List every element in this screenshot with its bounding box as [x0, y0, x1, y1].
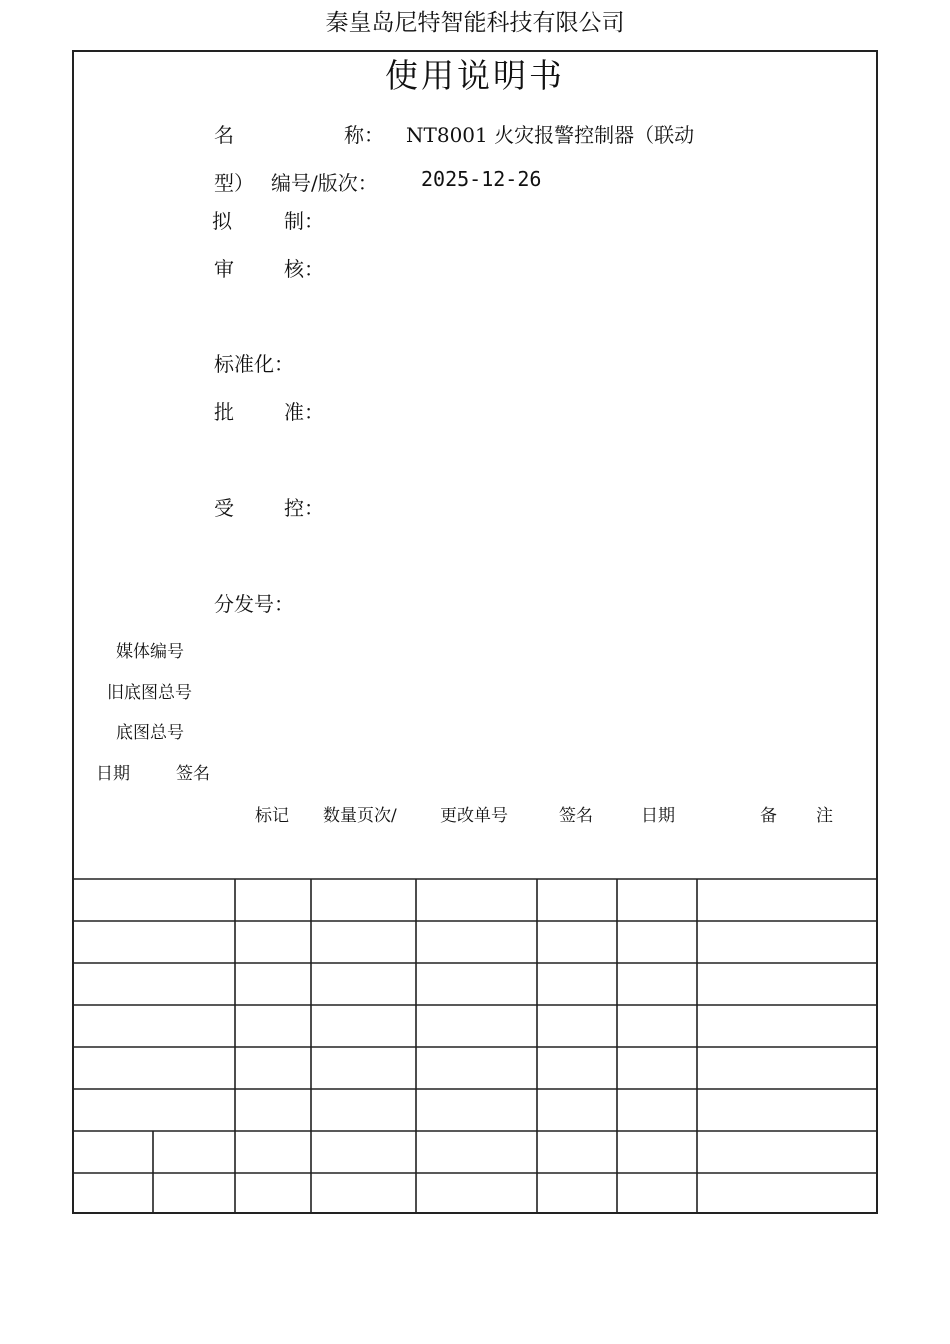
- old-drawing-total-label: 旧底图总号: [107, 683, 192, 703]
- approved-label-2: 准：: [284, 400, 324, 424]
- reviewed-label-1: 审: [214, 257, 234, 281]
- reviewed-label-2: 核：: [284, 257, 324, 281]
- drafted-label-1: 拟: [212, 209, 232, 233]
- media-number-label: 媒体编号: [116, 642, 184, 662]
- standardization-label: 标准化：: [214, 352, 294, 376]
- date-label: 日期: [96, 764, 130, 784]
- header-mark: 标记: [255, 806, 289, 826]
- header-remarks-1: 备: [760, 806, 777, 826]
- name-label-1: 名: [214, 123, 234, 147]
- header-date: 日期: [641, 806, 675, 826]
- product-name-line1: NT8001 火灾报警控制器（联动: [406, 123, 695, 147]
- document-title: 使用说明书: [385, 56, 565, 95]
- name-label-2: 称：: [344, 123, 384, 147]
- drawing-total-label: 底图总号: [116, 723, 184, 743]
- header-change-order: 更改单号: [440, 806, 508, 826]
- number-version-label: 编号/版次：: [271, 171, 378, 195]
- number-version-value: 2025-12-26: [421, 167, 542, 191]
- controlled-label-1: 受: [214, 496, 234, 520]
- header-quantity-pages: 数量页次/: [323, 806, 397, 826]
- distribution-label: 分发号：: [214, 592, 294, 616]
- approved-label-1: 批: [214, 400, 234, 424]
- header-remarks-2: 注: [816, 806, 833, 826]
- drafted-label-2: 制：: [284, 209, 324, 233]
- header-signature: 签名: [559, 806, 593, 826]
- company-name: 秦皇岛尼特智能科技有限公司: [325, 10, 625, 36]
- controlled-label-2: 控：: [284, 496, 324, 520]
- signature-label: 签名: [176, 764, 210, 784]
- product-name-line2: 型）: [214, 171, 254, 195]
